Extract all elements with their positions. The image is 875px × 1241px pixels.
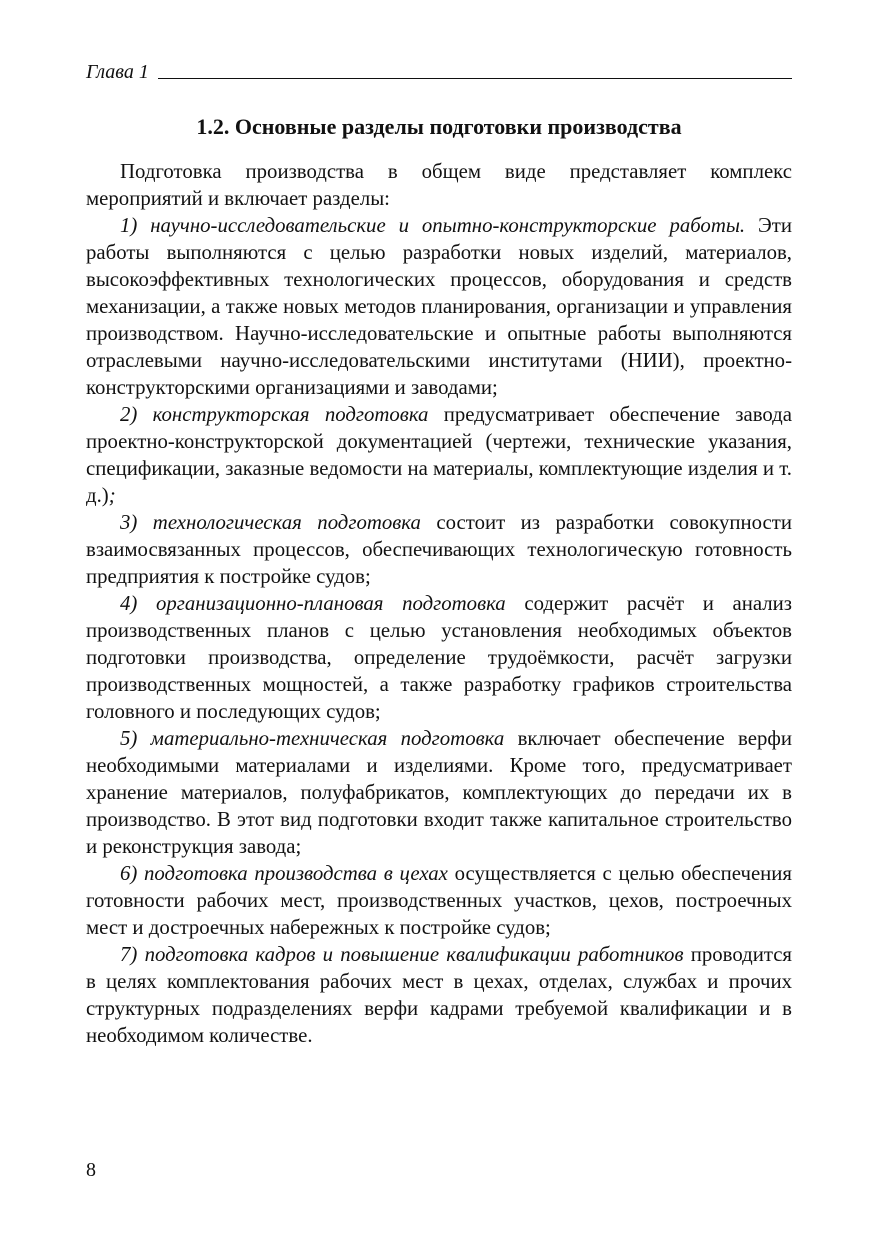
item-text: проводится в целях комплектования рабочих мест в цехах, отделах, службах и прочих структурных подразделениях верфи кадрами требуемой квалификации и в необходимом количестве. — [86, 943, 792, 1047]
item-end-mark: ; — [108, 484, 116, 507]
item-text: состоит из разработки совокупности взаимосвязанных процессов, обеспечивающих технологическую готовность предприятия к постройке судов; — [86, 511, 792, 588]
body-text — [86, 158, 792, 1049]
item-text: осуществляется с целью обеспечения готовности рабочих мест, производственных участков, цехов, построечных мест и достроечных набережных к постройке судов; — [86, 862, 792, 939]
item-text: Эти работы выполняются с целью разработки новых изделий, материалов, высокоэффективных технологических процессов, оборудования и средств механизации, а также новых методов планирования, организации и управления производством. Научно-исследовательские и опытные работы выполняются отраслевыми научно-исследовательскими институтами (НИИ), проектно-конструкторскими организациями и заводами; — [86, 214, 792, 399]
paragraph-intro — [86, 158, 792, 212]
item-text: содержит расчёт и анализ производственных планов с целью установления необходимых объектов подготовки производства, определение трудоёмкости, расчёт загрузки производственных мощностей, а также разработку графиков строительства головного и последующих судов; — [86, 592, 792, 723]
header-rule — [158, 78, 792, 79]
list-item-technological — [86, 509, 792, 590]
item-text: включает обеспечение верфи необходимыми материалами и изделиями. Кроме того, предусматривает хранение материалов, полуфабрикатов, комплектующих до передачи их в производство. В этот вид подготовки входит также капитальное строительство и реконструкция завода; — [86, 727, 792, 858]
list-item-workshops — [86, 860, 792, 941]
running-header — [86, 58, 792, 82]
item-term: 5) материально-техническая подготовка — [120, 727, 505, 750]
list-item-personnel — [86, 941, 792, 1049]
list-item-design — [86, 401, 792, 509]
section-title: 1.2. Основные разделы подготовки производства — [196, 114, 682, 139]
item-term: 4) организационно-плановая подготовка — [120, 592, 506, 615]
item-term: 1) научно-исследовательские и опытно-конструкторские работы. — [120, 214, 746, 237]
list-item-organizational — [86, 590, 792, 725]
chapter-label: Глава 1 — [86, 61, 149, 83]
intro-text: Подготовка производства в общем виде представляет комплекс мероприятий и включает разделы: — [86, 160, 792, 210]
item-term: 2) конструкторская подготовка — [120, 403, 429, 426]
item-term: 7) подготовка кадров и повышение квалификации работников — [120, 943, 684, 966]
list-item-research — [86, 212, 792, 401]
page-number: 8 — [86, 1159, 96, 1181]
item-term: 6) подготовка производства в цехах — [120, 862, 448, 885]
item-term: 3) технологическая подготовка — [120, 511, 421, 534]
item-text: предусматривает обеспечение завода проектно-конструкторской документацией (чертежи, технические указания, спецификации, заказные ведомости на материалы, комплектующие изделия и т. д.) — [86, 403, 792, 507]
list-item-material — [86, 725, 792, 860]
